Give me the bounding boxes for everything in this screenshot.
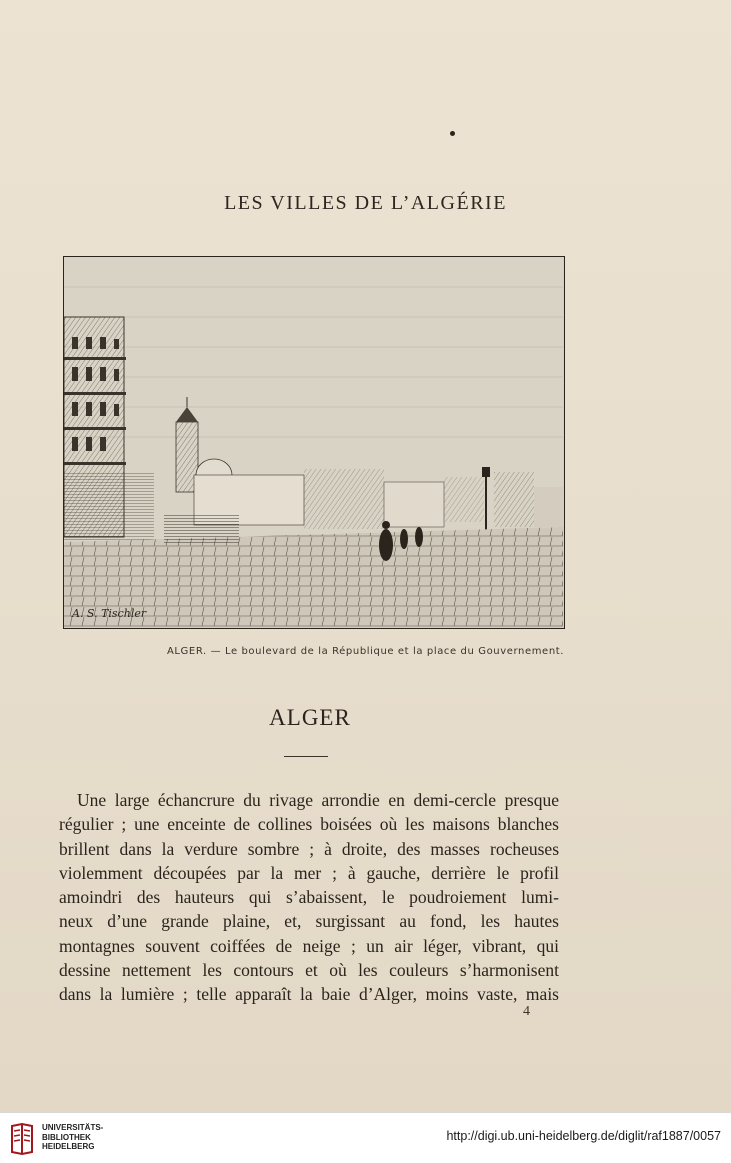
text-line: régulier ; une enceinte de collines boisées où les maisons blanches <box>59 814 559 835</box>
text-line: neux d’une grande plaine, et, surgissant au fond, les hautes <box>59 911 559 932</box>
engraving-illustration <box>63 256 565 629</box>
text-line: dans la lumière ; telle apparaît la baie d’Alger, moins vaste, mais <box>59 984 559 1005</box>
library-name-line: BIBLIOTHEK <box>42 1132 91 1142</box>
section-title: ALGER <box>269 705 351 730</box>
library-name-line: UNIVERSITÄTS- <box>42 1123 104 1132</box>
page-number: 4 <box>523 1004 530 1019</box>
text-line: amoindri des hauteurs qui s’abaissent, le poudroiement lumi- <box>59 887 559 908</box>
digitization-footer <box>0 1112 731 1163</box>
title-rule <box>284 756 328 757</box>
university-library-logo-icon <box>8 1122 36 1156</box>
figure-caption: ALGER. — Le boulevard de la République et la place du Gouvernement. <box>166 646 565 657</box>
text-line: dessine nettement les contours et où les couleurs s’harmonisent <box>59 960 559 981</box>
text-line: violemment découpées par la mer ; à gauche, derrière le profil <box>59 862 559 883</box>
body-paragraph <box>59 788 559 1007</box>
text-line: Une large échancrure du rivage arrondie en demi-cercle presque <box>77 790 559 810</box>
artist-signature: A. S. Tischler <box>72 607 147 620</box>
running-head: LES VILLES DE L’ALGÉRIE <box>224 192 507 214</box>
text-line: montagnes souvent coiffées de neige ; un air léger, vibrant, qui <box>59 935 559 956</box>
permalink-url[interactable]: http://digi.ub.uni-heidelberg.de/diglit/raf1887/0057 <box>446 1129 721 1143</box>
ink-speck <box>450 131 455 136</box>
library-name <box>42 1123 103 1152</box>
text-line: brillent dans la verdure sombre ; à droite, des masses rocheuses <box>59 838 559 859</box>
library-name-line: HEIDELBERG <box>42 1142 95 1151</box>
